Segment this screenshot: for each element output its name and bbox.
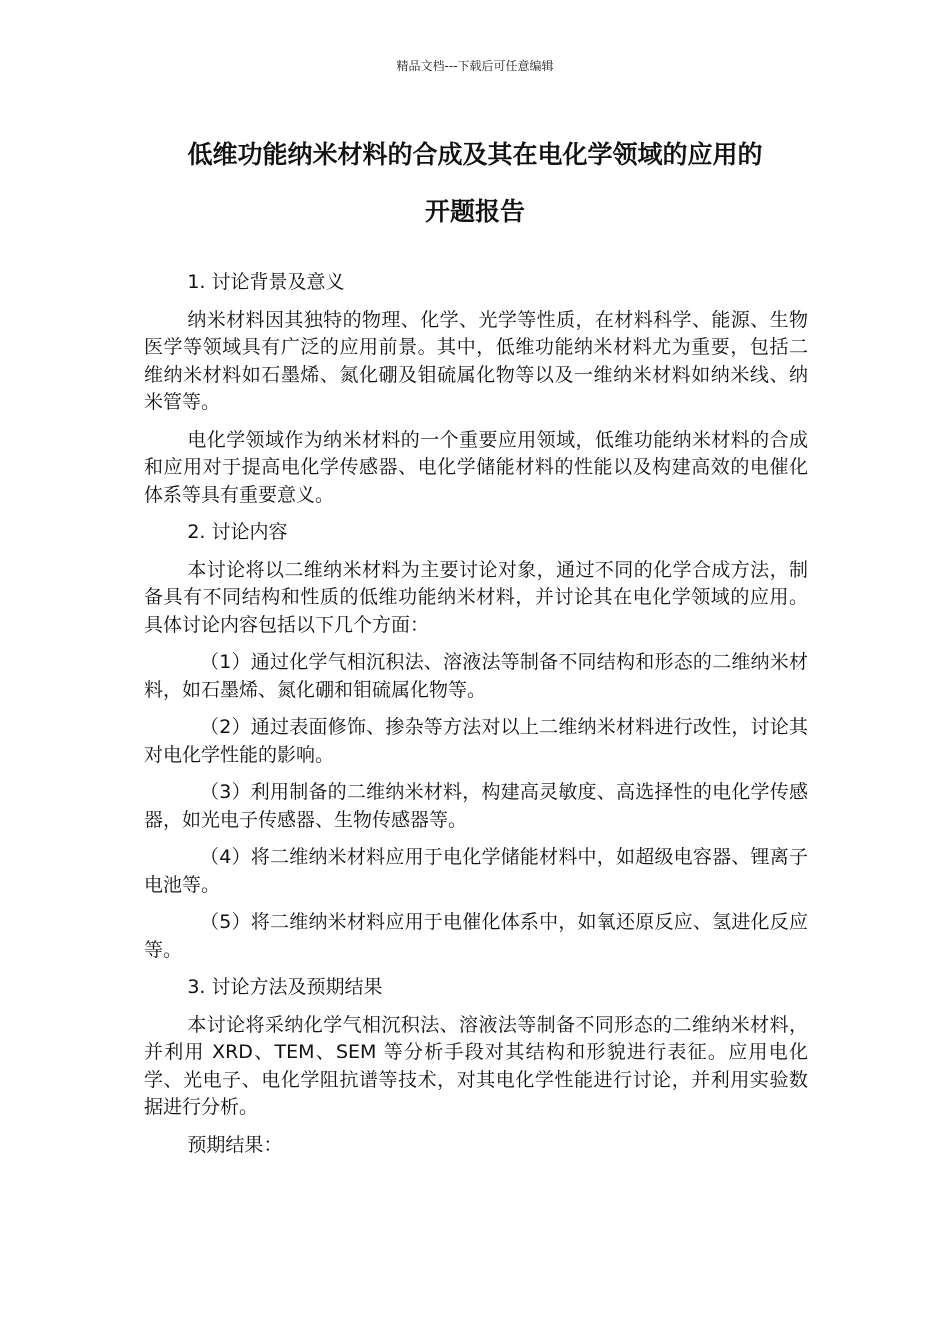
list-item: （5）将二维纳米材料应用于电催化体系中，如氧还原反应、氢进化反应等。 — [144, 911, 808, 961]
document-title-line-2: 开题报告 — [424, 197, 525, 226]
document-title-line-1: 低维功能纳米材料的合成及其在电化学领域的应用的 — [187, 140, 763, 169]
list-item: （4）将二维纳米材料应用于电化学储能材料中，如超级电容器、锂离子电池等。 — [144, 846, 808, 896]
list-item: （2）通过表面修饰、掺杂等方法对以上二维纳米材料进行改性，讨论其对电化学性能的影响。 — [144, 716, 808, 766]
paragraph: 电化学领域作为纳米材料的一个重要应用领域，低维功能纳米材料的合成和应用对于提高电化学传感器、电化学储能材料的性能以及构建高效的电催化体系等具有重要意义。 — [144, 428, 808, 506]
page-header: 精品文档---下载后可任意编辑 — [396, 59, 554, 73]
document-body — [144, 269, 808, 1169]
paragraph: 本讨论将采纳化学气相沉积法、溶液法等制备不同形态的二维纳米材料，并利用 XRD、TEM、SEM 等分析手段对其结构和形貌进行表征。应用电化学、光电子、电化学阻抗谱等技术，对其电化学性能进行讨论，并利用实验数据进行分析。 — [144, 1013, 808, 1118]
section-heading: 2. 讨论内容 — [187, 521, 288, 543]
list-item: （3）利用制备的二维纳米材料，构建高灵敏度、高选择性的电化学传感器，如光电子传感器、生物传感器等。 — [144, 781, 808, 831]
paragraph: 纳米材料因其独特的物理、化学、光学等性质，在材料科学、能源、生物医学等领域具有广泛的应用前景。其中，低维功能纳米材料尤为重要，包括二维纳米材料如石墨烯、氮化硼及钼硫属化物等以及一维纳米材料如纳米线、纳米管等。 — [144, 308, 808, 413]
paragraph: 本讨论将以二维纳米材料为主要讨论对象，通过不同的化学合成方法，制备具有不同结构和性质的低维功能纳米材料，并讨论其在电化学领域的应用。具体讨论内容包括以下几个方面： — [144, 558, 808, 636]
section-heading: 1. 讨论背景及意义 — [187, 271, 345, 293]
section-heading: 3. 讨论方法及预期结果 — [187, 976, 383, 998]
paragraph: 预期结果： — [187, 1133, 283, 1156]
list-item: （1）通过化学气相沉积法、溶液法等制备不同结构和形态的二维纳米材料，如石墨烯、氮化硼和钼硫属化物等。 — [144, 651, 808, 701]
